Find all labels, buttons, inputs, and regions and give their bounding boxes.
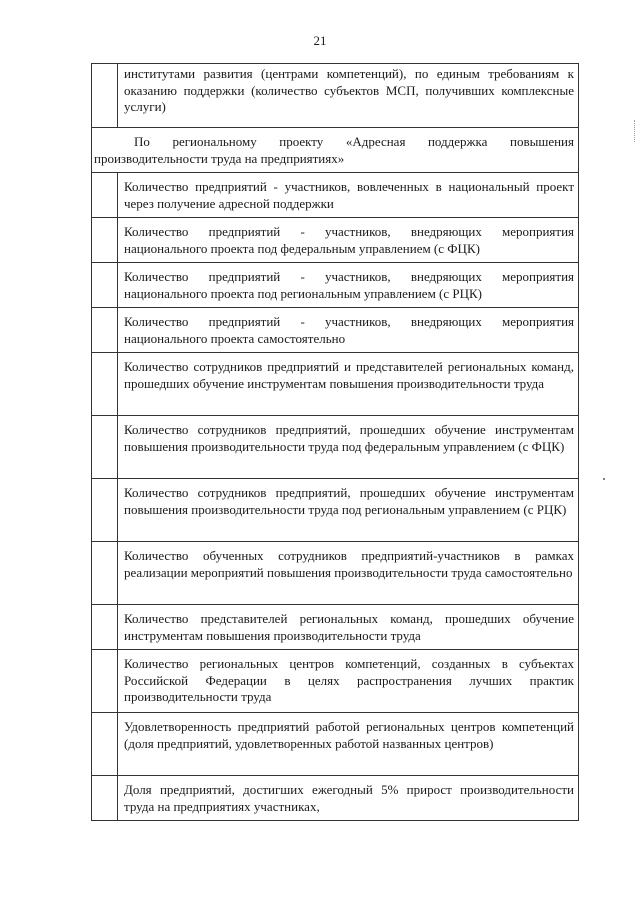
table-row	[92, 713, 579, 776]
indicator-cell: Количество предприятий - участников, внедряющих мероприятия национального проекта под региональным управлением (с РЦК)	[118, 263, 579, 308]
number-cell	[92, 218, 118, 263]
number-cell	[92, 713, 118, 776]
number-cell	[92, 353, 118, 416]
indicator-cell: Удовлетворенность предприятий работой региональных центров компетенций (доля предприятий, удовлетворенных работой названных центров)	[118, 713, 579, 776]
indicator-cell: Количество представителей региональных команд, прошедших обучение инструментам повышения производительности труда	[118, 605, 579, 650]
scan-speck	[603, 478, 605, 480]
number-cell	[92, 650, 118, 713]
number-cell	[92, 542, 118, 605]
table-row	[92, 416, 579, 479]
page-number: 21	[313, 33, 327, 48]
indicator-cell: институтами развития (центрами компетенций), по единым требованиям к оказанию поддержки (количество субъектов МСП, получивших комплексные услуги)	[118, 64, 579, 128]
section-heading: По региональному проекту «Адресная поддержка повышения производительности труда на предприятиях»	[92, 128, 579, 173]
number-cell	[92, 776, 118, 821]
number-cell	[92, 263, 118, 308]
indicator-cell: Количество региональных центров компетенций, созданных в субъектах Российской Федерации в целях распространения лучших практик производительности труда	[118, 650, 579, 713]
table-row	[92, 605, 579, 650]
indicator-cell: Количество сотрудников предприятий, прошедших обучение инструментам повышения производительности труда под региональным управлением (с РЦК)	[118, 479, 579, 542]
number-cell	[92, 64, 118, 128]
indicator-cell: Количество предприятий - участников, внедряющих мероприятия национального проекта самостоятельно	[118, 308, 579, 353]
table-row	[92, 479, 579, 542]
scan-margin-mark	[634, 120, 636, 142]
indicator-cell: Количество обученных сотрудников предприятий-участников в рамках реализации мероприятий повышения производительности труда самостоятельно	[118, 542, 579, 605]
section-row	[92, 128, 579, 173]
table-row	[92, 650, 579, 713]
number-cell	[92, 605, 118, 650]
number-cell	[92, 416, 118, 479]
table-row	[92, 353, 579, 416]
number-cell	[92, 308, 118, 353]
table-row	[92, 263, 579, 308]
indicator-cell: Количество сотрудников предприятий, прошедших обучение инструментам повышения производительности труда под федеральным управлением (с ФЦК)	[118, 416, 579, 479]
table-row	[92, 64, 579, 128]
number-cell	[92, 479, 118, 542]
table-row	[92, 218, 579, 263]
table-row	[92, 542, 579, 605]
indicator-cell: Количество предприятий - участников, вовлеченных в национальный проект через получение адресной поддержки	[118, 173, 579, 218]
indicator-cell: Количество сотрудников предприятий и представителей региональных команд, прошедших обучение инструментам повышения производительности труда	[118, 353, 579, 416]
indicator-cell: Количество предприятий - участников, внедряющих мероприятия национального проекта под федеральным управлением (с ФЦК)	[118, 218, 579, 263]
number-cell	[92, 173, 118, 218]
indicators-table	[91, 63, 579, 821]
indicator-cell: Доля предприятий, достигших ежегодный 5% прирост производительности труда на предприятиях участниках,	[118, 776, 579, 821]
table-row	[92, 776, 579, 821]
table-row	[92, 173, 579, 218]
table-row	[92, 308, 579, 353]
